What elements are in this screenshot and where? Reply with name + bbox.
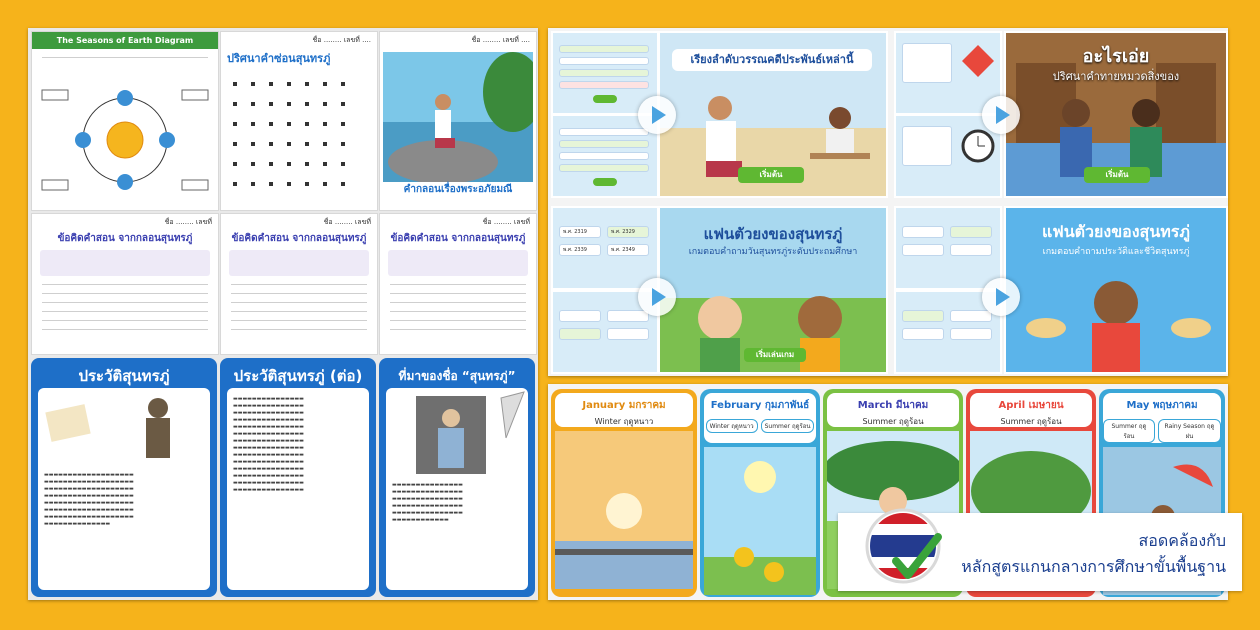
start-button[interactable]: เริ่มต้น <box>738 167 804 183</box>
number-label: เลขที่ <box>502 36 519 44</box>
curriculum-badge <box>838 513 1242 591</box>
lesson-worksheet-2[interactable]: ชื่อ ........ เลขที่ ข้อคิดคำสอน จากกลอนสุนทรภู่ <box>220 213 378 355</box>
name-label: ชื่อ <box>312 36 322 44</box>
slide-caption: เรียงลำดับวรรณคดีประพันธ์เหล่านี้ <box>672 49 872 71</box>
portrait-illustration <box>386 388 528 478</box>
play-icon[interactable] <box>982 96 1020 134</box>
worksheet-panel <box>28 28 538 600</box>
quiz-option[interactable]: พ.ศ. 2329 <box>607 226 649 238</box>
name-label: ชื่อ <box>164 218 174 226</box>
bio-card-3[interactable] <box>379 358 535 597</box>
riddle-slide[interactable] <box>1004 31 1228 198</box>
month-name: April เมษายน <box>998 400 1064 411</box>
badge-line-2: หลักสูตรแกนกลางการศึกษาขั้นพื้นฐาน <box>961 557 1226 576</box>
seasons-worksheet[interactable] <box>31 31 219 211</box>
number-label: เลขที่ <box>354 218 371 226</box>
sunrise-illustration <box>555 431 693 589</box>
month-name: February กุมภาพันธ์ <box>710 400 810 411</box>
month-season: Summer ฤดูร้อน <box>862 417 924 426</box>
slide-subcaption: เกมตอบคำถามวันสุนทรภู่ระดับประถมศึกษา <box>688 247 858 257</box>
statue-illustration <box>38 388 210 468</box>
play-icon[interactable] <box>638 96 676 134</box>
name-label: ชื่อ <box>471 36 481 44</box>
play-game-button[interactable]: เริ่มเล่นเกม <box>744 348 806 362</box>
poet-on-rock-illustration <box>383 52 533 182</box>
superfan-game-slide[interactable] <box>658 206 888 374</box>
wordsearch-title: ปริศนาคำซ่อนสุนทรภู่ <box>227 52 331 65</box>
name-label: ชื่อ <box>323 218 333 226</box>
month-season: Summer ฤดูร้อน <box>1103 419 1155 443</box>
play-icon[interactable] <box>638 278 676 316</box>
month-card-january[interactable] <box>551 389 697 597</box>
lesson-title: ข้อคิดคำสอน จากกลอนสุนทรภู่ <box>57 233 193 244</box>
month-card-february[interactable] <box>700 389 820 597</box>
bio-text: ▬▬▬▬▬▬▬▬▬▬▬▬▬▬▬ ▬▬▬▬▬▬▬▬▬▬▬▬▬▬▬ ▬▬▬▬▬▬▬▬▬▬▬▬▬▬▬ ▬▬▬▬▬▬▬▬▬▬▬▬▬▬▬ ▬▬▬▬▬▬▬▬▬▬▬▬▬▬▬ ▬▬▬▬▬▬▬▬▬▬▬▬▬▬▬ ▬▬▬▬▬▬▬▬▬▬▬▬▬▬▬ ▬▬▬▬▬▬▬▬▬▬▬▬▬▬▬ ▬▬▬▬▬▬▬▬▬▬▬▬▬▬▬ ▬▬▬▬▬▬▬▬▬▬▬▬▬▬▬ ▬▬▬▬▬▬▬▬▬▬▬▬▬▬▬ ▬▬▬▬▬▬▬▬▬▬▬▬▬▬▬ ▬▬▬▬▬▬▬▬▬▬▬▬▬▬▬ ▬▬▬▬▬▬▬▬▬▬▬▬▬▬▬ <box>233 396 304 493</box>
slide-subcaption: ปริศนาคำทายหมวดสิ่งของ <box>1052 70 1180 83</box>
bio-text: ▬▬▬▬▬▬▬▬▬▬▬▬▬▬▬ ▬▬▬▬▬▬▬▬▬▬▬▬▬▬▬ ▬▬▬▬▬▬▬▬▬▬▬▬▬▬▬ ▬▬▬▬▬▬▬▬▬▬▬▬▬▬▬ ▬▬▬▬▬▬▬▬▬▬▬▬▬▬▬ ▬▬▬▬▬▬▬▬▬▬▬▬ <box>392 482 463 523</box>
month-season-2: Rainy Season ฤดูฝน <box>1158 419 1221 443</box>
wordsearch-grid-icon <box>221 72 377 211</box>
lesson-title: ข้อคิดคำสอน จากกลอนสุนทรภู่ <box>231 233 367 244</box>
bio-card-2[interactable] <box>220 358 376 597</box>
quiz-option[interactable]: พ.ศ. 2339 <box>559 244 601 256</box>
seasons-diagram-icon <box>32 82 218 202</box>
lesson-worksheet-3[interactable]: ชื่อ ........ เลขที่ ข้อคิดคำสอน จากกลอนสุนทรภู่ <box>379 213 537 355</box>
slide-caption: แฟนตัวยงของสุนทรภู่ <box>1042 222 1190 241</box>
poem-worksheet[interactable]: ชื่อ ........ เลขที่ .... คำกลอนเรื่องพระอภัยมณี <box>379 31 537 211</box>
slide-caption: แฟนตัวยงของสุนทรภู่ <box>703 225 843 243</box>
month-name: May พฤษภาคม <box>1126 400 1198 411</box>
wordsearch-worksheet[interactable]: ชื่อ ........ เลขที่ .... ปริศนาคำซ่อนสุนทรภู่ <box>220 31 378 211</box>
month-name: March มีนาคม <box>857 400 929 411</box>
play-icon[interactable] <box>982 278 1020 316</box>
name-label: ชื่อ <box>482 218 492 226</box>
bio-card-title: ประวัติสุนทรภู่ (ต่อ) <box>233 367 363 385</box>
seasons-title: The Seasons of Earth Diagram <box>32 32 218 49</box>
bio-card-title: ประวัติสุนทรภู่ <box>78 367 170 385</box>
year-quiz-slide-1[interactable] <box>551 206 659 290</box>
month-season-2: Summer ฤดูร้อน <box>761 419 815 433</box>
number-label: เลขที่ <box>195 218 212 226</box>
thai-flag-check-icon <box>858 501 948 591</box>
quiz-option[interactable]: พ.ศ. 2319 <box>559 226 601 238</box>
slides-panel <box>548 28 1228 376</box>
slide-subcaption: เกมตอบคำถามประวัติและชีวิตสุนทรภู่ <box>1042 247 1190 257</box>
slide-caption: อะไรเอ่ย <box>1082 46 1150 67</box>
bio-card-title: ที่มาของชื่อ “สุนทรภู่” <box>398 369 516 383</box>
kite-icon <box>958 43 998 83</box>
superfan-bio-slide[interactable] <box>1004 206 1228 374</box>
month-name: January มกราคม <box>582 400 666 411</box>
month-season: Winter ฤดูหนาว <box>594 417 654 426</box>
month-season: Summer ฤดูร้อน <box>1000 417 1062 426</box>
poem-title: คำกลอนเรื่องพระอภัยมณี <box>403 184 513 195</box>
sunflower-illustration <box>704 447 816 595</box>
lesson-title: ข้อคิดคำสอน จากกลอนสุนทรภู่ <box>390 233 526 244</box>
bio-text: ▬▬▬▬▬▬▬▬▬▬▬▬▬▬▬▬▬▬▬ ▬▬▬▬▬▬▬▬▬▬▬▬▬▬▬▬▬▬▬ ▬▬▬▬▬▬▬▬▬▬▬▬▬▬▬▬▬▬▬ ▬▬▬▬▬▬▬▬▬▬▬▬▬▬▬▬▬▬▬ ▬▬▬▬▬▬▬▬▬▬▬▬▬▬▬▬▬▬▬ ▬▬▬▬▬▬▬▬▬▬▬▬▬▬▬▬▬▬▬ ▬▬▬▬▬▬▬▬▬▬▬▬▬▬▬▬▬▬▬ ▬▬▬▬▬▬▬▬▬▬▬▬▬▬ <box>44 472 134 527</box>
badge-line-1: สอดคล้องกับ <box>1138 531 1226 550</box>
bio-card-1[interactable] <box>31 358 217 597</box>
month-season: Winter ฤดูหนาว <box>706 419 758 433</box>
number-label: เลขที่ <box>513 218 530 226</box>
quiz-option[interactable]: พ.ศ. 2349 <box>607 244 649 256</box>
lesson-worksheet-1[interactable]: ชื่อ ........ เลขที่ ข้อคิดคำสอน จากกลอนสุนทรภู่ <box>31 213 219 355</box>
order-literature-slide[interactable] <box>658 31 888 198</box>
number-label: เลขที่ <box>343 36 360 44</box>
bio-quiz-slide-1[interactable] <box>894 206 1002 290</box>
start-button[interactable]: เริ่มต้น <box>1084 167 1150 183</box>
